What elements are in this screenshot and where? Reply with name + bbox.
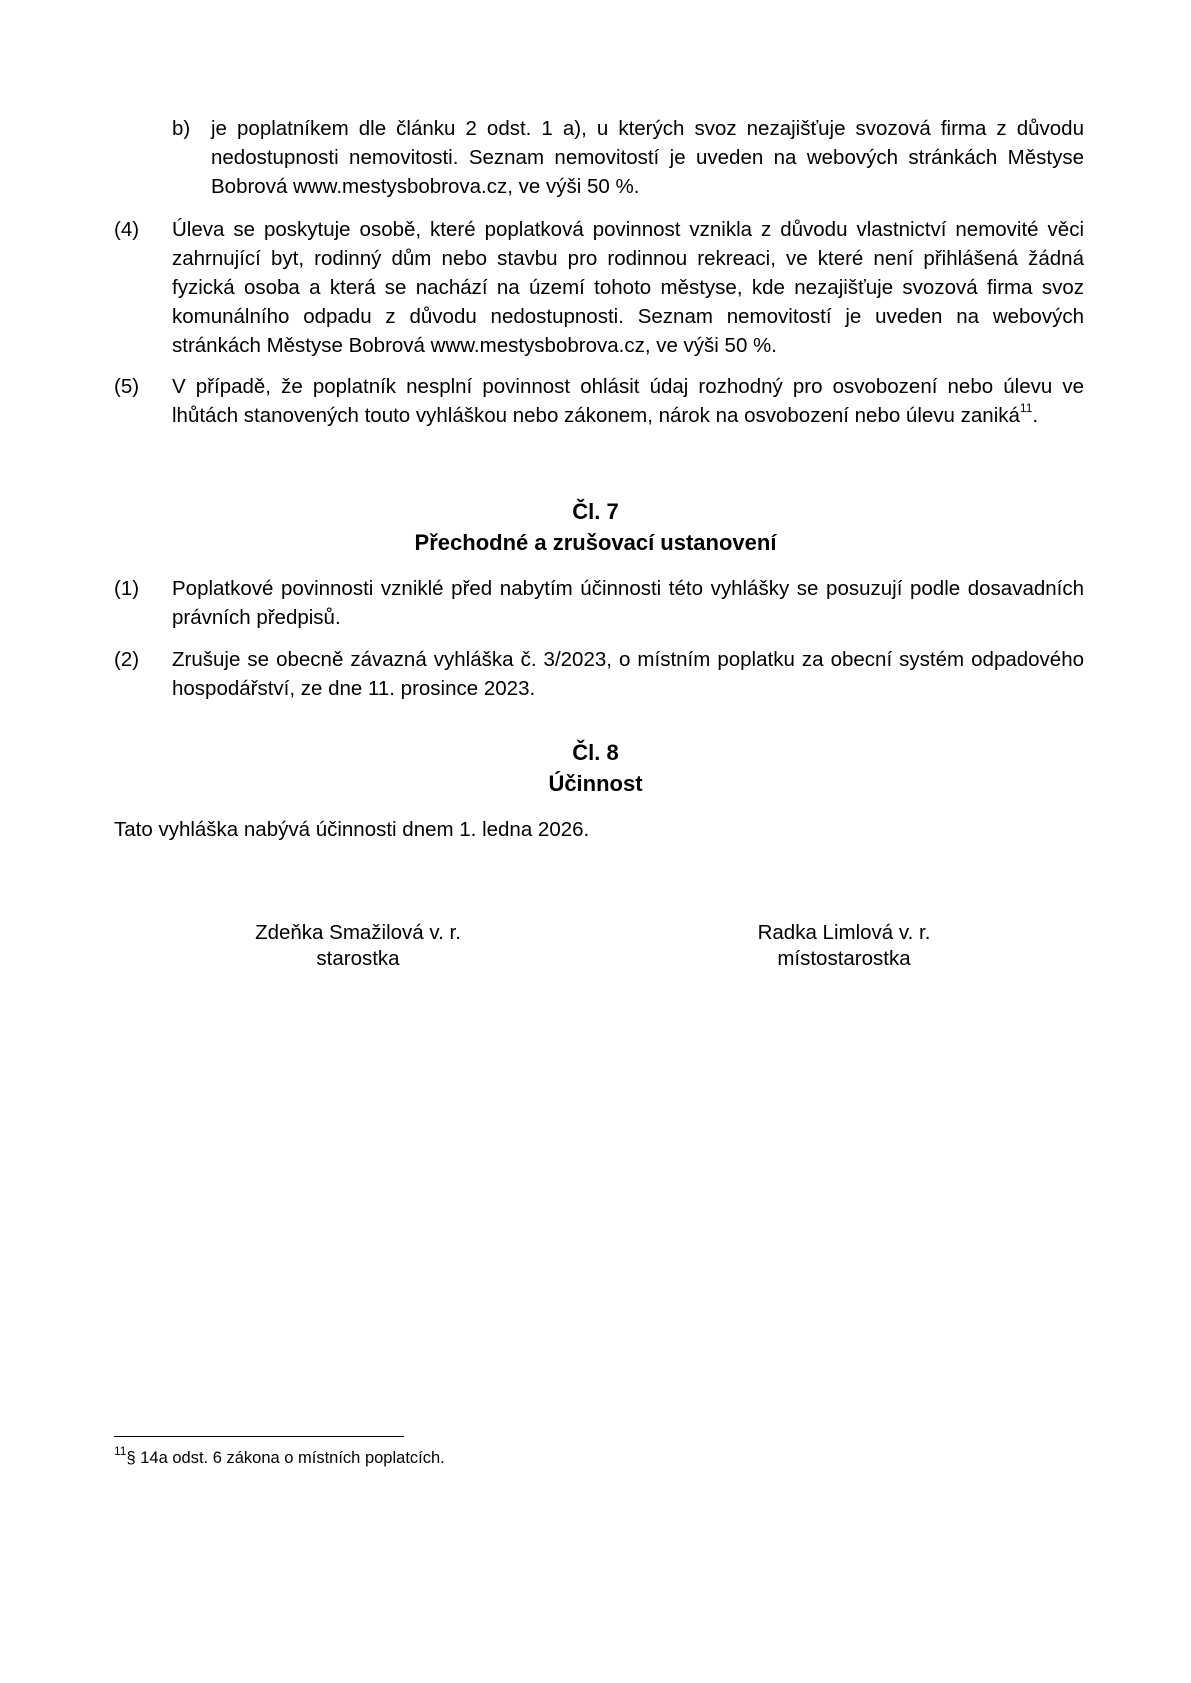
effectivity-statement: Tato vyhláška nabývá účinnosti dnem 1. ledna 2026.	[114, 818, 590, 841]
footnote-number: 11	[114, 1443, 127, 1458]
footnote-separator	[114, 1436, 404, 1437]
signature-role: místostarostka	[777, 947, 911, 970]
article-7-title: Přechodné a zrušovací ustanovení	[414, 530, 777, 555]
article-7-number: Čl. 7	[572, 499, 619, 524]
footnote	[114, 1443, 445, 1469]
subitem-text: je poplatníkem dle článku 2 odst. 1 a), u kterých svoz nezajišťuje svozová firma z důvodu nedostupnosti nemovitosti. Seznam nemovitostí je uveden na webových stránkách Městyse Bobrová www.mestysbobrova.cz, ve výši 50 %.	[211, 117, 1084, 198]
article-7-paragraph-1	[114, 574, 1084, 632]
paragraph-number: (2)	[114, 648, 140, 671]
footnote-text: § 14a odst. 6 zákona o místních poplatcích.	[126, 1449, 445, 1467]
subitem-b	[172, 114, 1084, 201]
signature-mayor	[178, 920, 538, 972]
paragraph-text: Poplatkové povinnosti vzniklé před nabytím účinnosti této vyhlášky se posuzují podle dosavadních právních předpisů.	[172, 577, 1084, 629]
paragraph-text	[172, 372, 1084, 430]
signature-name: Radka Limlová v. r.	[757, 921, 931, 944]
paragraph-number: (5)	[114, 375, 140, 398]
signature-deputy-mayor	[664, 920, 1024, 972]
signature-name: Zdeňka Smažilová v. r.	[255, 921, 461, 944]
subitem-number: b)	[172, 117, 191, 140]
paragraph-end: .	[1032, 404, 1039, 427]
paragraph-4	[114, 215, 1084, 360]
signature-role: starostka	[316, 947, 400, 970]
article-7-paragraph-2	[114, 645, 1084, 703]
paragraph-number: (1)	[114, 577, 140, 600]
footnote-reference[interactable]: 11	[1019, 401, 1033, 416]
paragraph-number: (4)	[114, 218, 140, 241]
paragraph-body: V případě, že poplatník nesplní povinnost ohlásit údaj rozhodný pro osvobození nebo úlevu ve lhůtách stanovených touto vyhláškou nebo zákonem, nárok na osvobození nebo úlevu zaniká	[172, 375, 1084, 427]
paragraph-5	[114, 372, 1084, 430]
article-8-number: Čl. 8	[572, 740, 619, 765]
article-8-title: Účinnost	[548, 771, 643, 796]
paragraph-text: Úleva se poskytuje osobě, které poplatková povinnost vznikla z důvodu vlastnictví nemovité věci zahrnující byt, rodinný dům nebo stavbu pro rodinnou rekreaci, ve které není přihlášená žádná fyzická osoba a která se nachází na území tohoto městyse, kde nezajišťuje svozová firma svoz komunálního odpadu z důvodu nedostupnosti. Seznam nemovitostí je uveden na webových stránkách Městyse Bobrová www.mestysbobrova.cz, ve výši 50 %.	[172, 218, 1084, 357]
paragraph-text: Zrušuje se obecně závazná vyhláška č. 3/2023, o místním poplatku za obecní systém odpadového hospodářství, ze dne 11. prosince 2023.	[172, 648, 1084, 700]
